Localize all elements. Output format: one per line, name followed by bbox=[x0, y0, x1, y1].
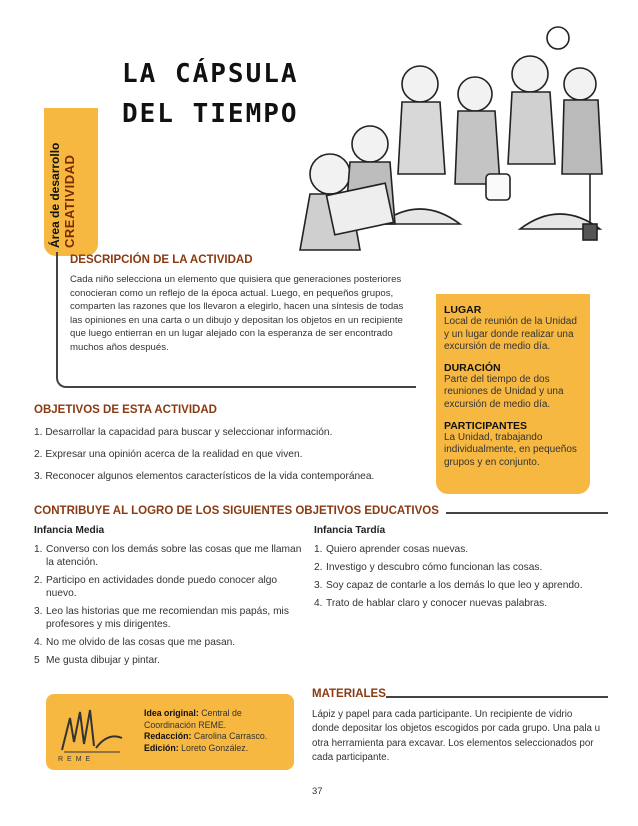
area-tab bbox=[44, 108, 98, 256]
list-item: 1. Converso con los demás sobre las cosas que me llaman la atención. bbox=[34, 544, 302, 568]
list-item: 3. Leo las historias que me recomiendan mis papás, mis profesores y mis dirigentes. bbox=[34, 606, 289, 630]
logo-text: REME bbox=[58, 756, 95, 763]
lugar-text: Local de reunión de la Unidad y un lugar donde realizar una excursión de medio día. bbox=[444, 316, 577, 353]
credits-text: Idea original: Central de Coordinación REME. Redacción: Carolina Carrasco. Edición: Loreto González. bbox=[144, 708, 268, 753]
category-label: CREATIVIDAD bbox=[62, 154, 77, 248]
infancia-tardia-list bbox=[314, 543, 614, 615]
page-number: 37 bbox=[312, 786, 323, 797]
description-text: Cada niño selecciona un elemento que quisiera que generaciones posteriores conocieran como un reflejo de la época actual. Luego, en pequeños grupos, comparten las razones que los llevaron a elegirlo, hacen una síntesis de todas las opiniones en una carta o un dibujo y depositan los objetos en un recipiente que luego entierran en un lugar alejado con la esperanza de ser encontrado muchos años después. bbox=[70, 274, 404, 353]
lugar-heading: LUGAR bbox=[444, 304, 482, 316]
participantes-heading: PARTICIPANTES bbox=[444, 419, 528, 432]
list-item: 4. No me olvido de las cosas que me pasan. bbox=[34, 637, 236, 648]
objective-item: 1. Desarrollar la capacidad para buscar y seleccionar información. bbox=[34, 427, 333, 438]
page-title bbox=[122, 54, 299, 134]
list-item: 2. Participo en actividades donde puedo conocer algo nuevo. bbox=[34, 575, 278, 599]
materials-text: Lápiz y papel para cada participante. Un recipiente de vidrio donde depositar los objetos escogidos por cada grupo. Una pala u otra herramienta para excavar. Los elementos seleccionados por cada participante. bbox=[312, 709, 601, 763]
materials-heading: MATERIALES bbox=[312, 688, 386, 700]
info-box bbox=[436, 294, 590, 494]
divider bbox=[446, 512, 608, 514]
reme-logo bbox=[56, 702, 126, 762]
duracion-text: Parte del tiempo de dos reuniones de Unidad y una excursión de medio día. bbox=[444, 373, 564, 410]
duracion-heading: DURACIÓN bbox=[444, 361, 501, 374]
infancia-media-list bbox=[34, 543, 302, 672]
infancia-media-heading: Infancia Media bbox=[34, 525, 105, 536]
title-line-2: DEL TIEMPO bbox=[122, 99, 299, 129]
list-item: 1. Quiero aprender cosas nuevas. bbox=[314, 544, 469, 555]
list-item: 2. Investigo y descubro cómo funcionan las cosas. bbox=[314, 562, 543, 573]
divider bbox=[386, 696, 608, 698]
list-item: 5 Me gusta dibujar y pintar. bbox=[34, 655, 160, 666]
title-line-1: LA CÁPSULA bbox=[122, 59, 299, 89]
contribution-heading: CONTRIBUYE AL LOGRO DE LOS SIGUIENTES OBJETIVOS EDUCATIVOS bbox=[34, 505, 439, 517]
infancia-tardia-heading: Infancia Tardía bbox=[314, 525, 386, 536]
list-item: 4. Trato de hablar claro y conocer nuevas palabras. bbox=[314, 598, 548, 609]
list-item: 3. Soy capaz de contarle a los demás lo que leo y aprendo. bbox=[314, 580, 583, 591]
children-illustration bbox=[290, 24, 610, 254]
objectives-list bbox=[34, 426, 424, 492]
description-heading: DESCRIPCIÓN DE LA ACTIVIDAD bbox=[70, 254, 253, 266]
objective-item: 2. Expresar una opinión acerca de la realidad en que viven. bbox=[34, 449, 303, 460]
objectives-heading: OBJETIVOS DE ESTA ACTIVIDAD bbox=[34, 404, 217, 416]
objective-item: 3. Reconocer algunos elementos característicos de la vida contemporánea. bbox=[34, 471, 375, 482]
area-label: Área de desarrollo bbox=[48, 142, 62, 248]
participantes-text: La Unidad, trabajando individualmente, en pequeños grupos y en conjunto. bbox=[444, 431, 577, 468]
